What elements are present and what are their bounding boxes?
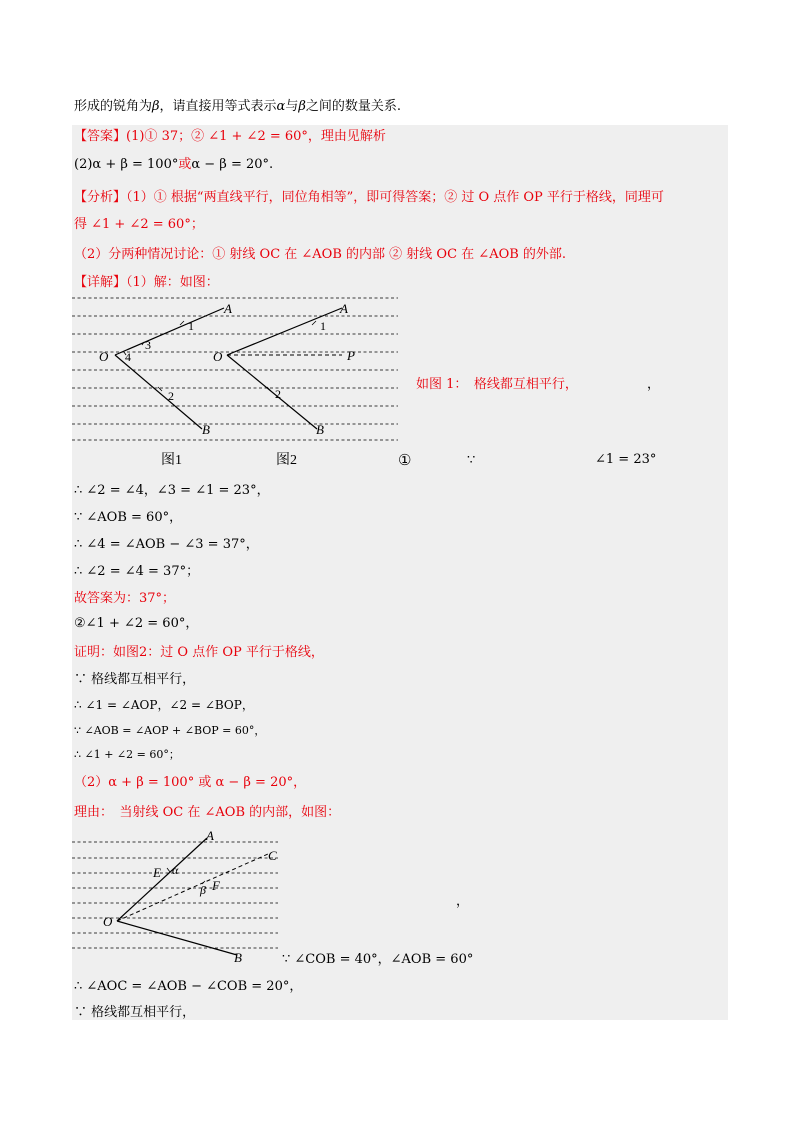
reason-line: 理由： 当射线 OC 在 ∠AOB 的内部，如图：	[74, 805, 341, 820]
ray-oc	[117, 854, 268, 921]
label-o: O	[213, 349, 223, 364]
answer-part2-or: 或	[178, 157, 192, 172]
answer-line-2	[74, 155, 273, 175]
figure-note	[416, 375, 578, 395]
label-alpha: α	[172, 863, 179, 877]
ray-ob-fig1	[115, 355, 202, 429]
label-a: A	[224, 301, 232, 316]
step-line: ∴ ∠2 = ∠4，∠3 = ∠1 = 23°，	[74, 483, 270, 498]
label-o: O	[99, 349, 109, 364]
answer-part2-period: .	[269, 157, 274, 172]
figure-3	[72, 828, 282, 968]
because-symbol: ∵	[467, 453, 476, 468]
alpha-symbol: α	[276, 99, 286, 114]
last-line: ∵ 格线都互相平行，	[74, 1005, 196, 1020]
step-line: ∴ ∠2 = ∠4 = 37°；	[74, 564, 200, 579]
intro-text: 与	[285, 99, 299, 114]
answer-tag: 【答案】	[74, 129, 127, 144]
angle-label-1: 1	[188, 319, 194, 333]
analysis-text: （1）① 根据“两直线平行，同位角相等”，即可得答案；② 过 O 点作 OP 平行于格线，同理可	[126, 190, 664, 205]
answer-part1: (1)① 37；② ∠1 + ∠2 = 60°，理由见解析	[126, 129, 386, 144]
circle-one: ①	[398, 451, 412, 469]
proof-intro: 证明：如图2：过 O 点作 OP 平行于格线，	[74, 645, 324, 660]
answer-part2-eq1: (2)α + β = 100°	[74, 157, 179, 172]
analysis-line-2	[74, 215, 204, 235]
label-b: B	[234, 950, 242, 965]
figure-note-comma: ，	[647, 377, 661, 392]
label-e: E	[153, 865, 161, 880]
part2-heading: （2）α + β = 100° 或 α − β = 20°，	[74, 775, 307, 790]
label-p: P	[347, 348, 355, 363]
ray-ob-fig2	[227, 355, 317, 429]
label-b: B	[316, 422, 324, 437]
answer-part2-eq2: α − β = 20°	[191, 157, 270, 172]
angle-label-4: 4	[125, 350, 131, 364]
ray-oa-fig1	[115, 308, 224, 355]
detail-heading	[74, 273, 219, 293]
ray-ob	[117, 921, 237, 955]
analysis-text: （2）分两种情况讨论：① 射线 OC 在 ∠AOB 的内部 ② 射线 OC 在 ∠AOB 的外部.	[74, 247, 567, 262]
angle-label-3: 3	[145, 338, 151, 352]
analysis-line-1	[74, 188, 664, 208]
label-o: O	[103, 914, 113, 929]
label-f: F	[212, 878, 220, 893]
answer-37: 故答案为：37°；	[74, 591, 176, 606]
step-line: ∵ ∠AOB = 60°，	[74, 510, 183, 525]
detail-tag: 【详解】	[74, 275, 127, 290]
angle1-value: ∠1 = 23°	[595, 452, 657, 467]
answer-line-1	[74, 127, 386, 147]
figure-1-and-2	[72, 292, 402, 470]
beta-symbol: β	[152, 99, 160, 114]
beta-symbol: β	[298, 99, 306, 114]
analysis-line-3	[74, 245, 566, 265]
proof-step: ∴ ∠1 + ∠2 = 60°；	[74, 748, 180, 761]
figure-1-caption: 图1	[161, 453, 182, 468]
proof-step: ∴ ∠1 = ∠AOP，∠2 = ∠BOP，	[74, 698, 254, 712]
analysis-tag: 【分析】	[74, 190, 127, 205]
label-beta: β	[200, 883, 206, 897]
angle-label-2: 2	[168, 389, 174, 403]
grid-lines	[72, 298, 398, 440]
label-a: A	[206, 828, 214, 843]
label-c: C	[268, 848, 277, 863]
given-line: ∵ ∠COB = 40°，∠AOB = 60°	[282, 952, 474, 967]
intro-text: 形成的锐角为	[74, 99, 153, 114]
proof-step: ∵ ∠AOB = ∠AOP + ∠BOP = 60°，	[74, 724, 266, 737]
step-line: ∴ ∠4 = ∠AOB − ∠3 = 37°，	[74, 537, 259, 552]
proof-step: ∵ 格线都互相平行，	[74, 672, 196, 687]
aoc-line: ∴ ∠AOC = ∠AOB − ∠COB = 20°，	[74, 979, 303, 994]
angle-label-2: 2	[275, 387, 281, 401]
comma: ，	[456, 894, 470, 909]
figure-note-text: 如图 1： 格线都互相平行，	[416, 377, 578, 392]
analysis-text: 得 ∠1 + ∠2 = 60°；	[74, 217, 204, 232]
detail-intro: （1）解：如图：	[126, 275, 219, 290]
label-a: A	[340, 301, 348, 316]
angle-label-1: 1	[320, 319, 326, 333]
figure-2-caption: 图2	[276, 453, 297, 468]
label-b: B	[202, 422, 210, 437]
intro-line	[74, 97, 401, 117]
intro-text: 之间的数量关系.	[305, 99, 401, 114]
intro-text: ，请直接用等式表示	[159, 99, 277, 114]
ray-oa	[117, 838, 207, 921]
part2-statement: ②∠1 + ∠2 = 60°，	[74, 616, 199, 631]
